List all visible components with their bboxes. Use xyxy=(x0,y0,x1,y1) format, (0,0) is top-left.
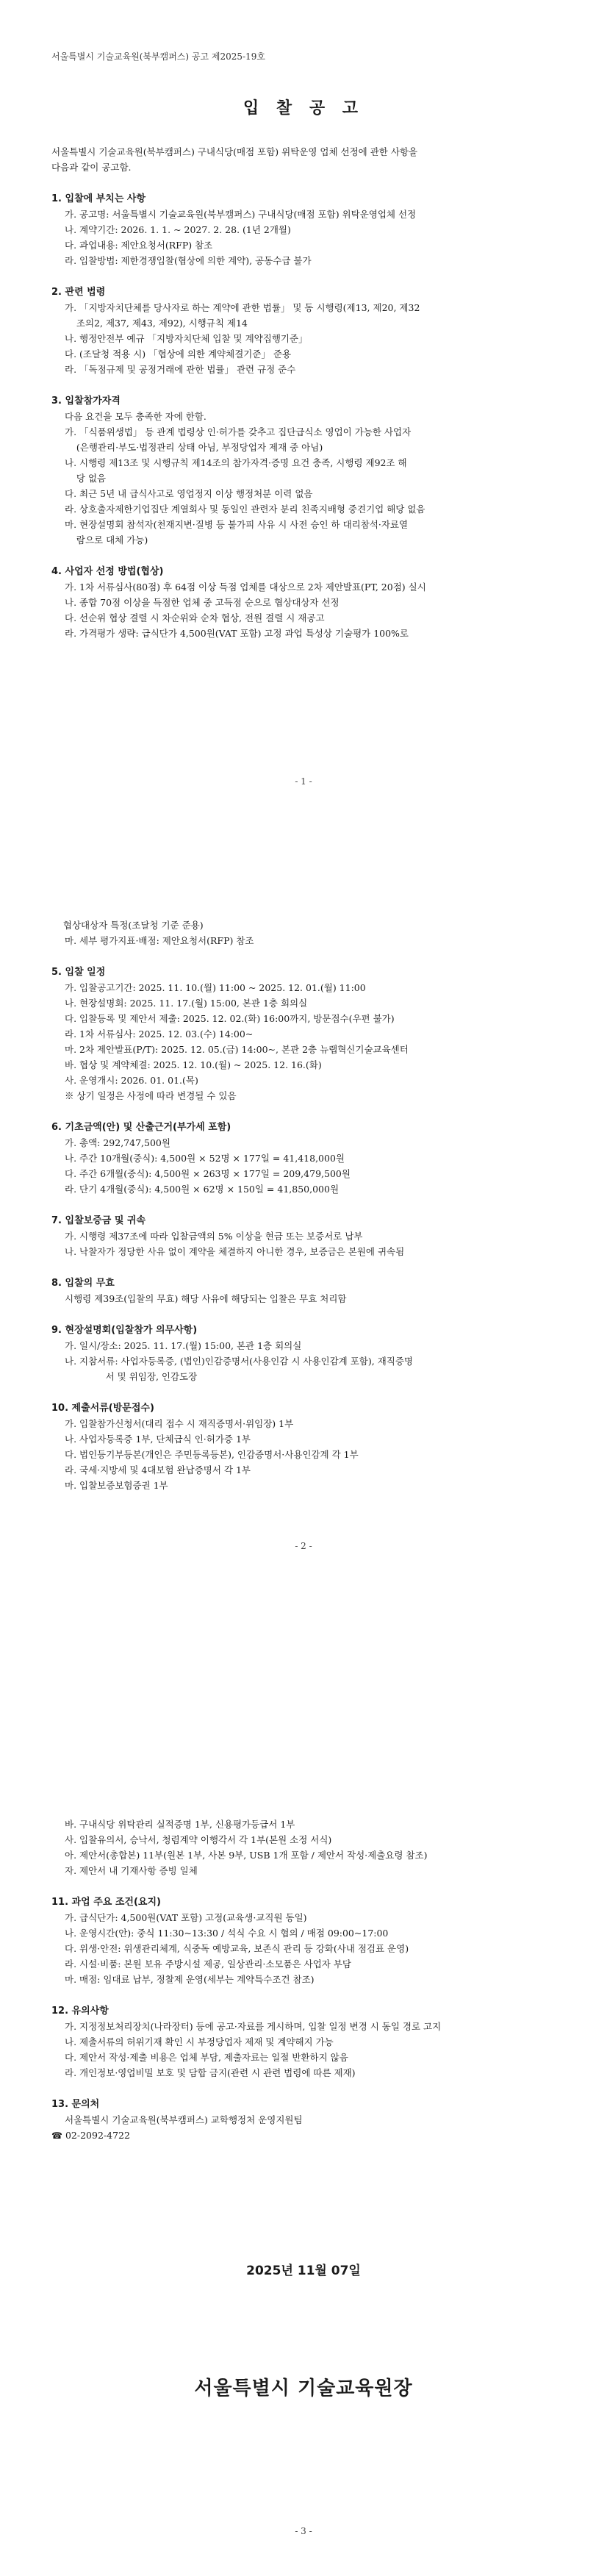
section-line: 바. 협상 및 계약체결: 2025. 12. 10.(월) ~ 2025. 12. 16.(화) xyxy=(65,1059,322,1070)
section-line: 사. 운영개시: 2026. 01. 01.(목) xyxy=(65,1075,198,1086)
section-line: 나. 시행령 제13조 및 시행규칙 제14조의 참가자격·증명 요건 충족, 시행령 제92조 해 xyxy=(65,457,407,468)
section-heading: 9. 현장설명회(입찰참가 의무사항) xyxy=(51,1325,198,1336)
section-line: 다. 위생·안전: 위생관리체계, 식중독 예방교육, 보존식 관리 등 강화(사내 점검표 운영) xyxy=(65,1943,409,1954)
section xyxy=(51,393,558,548)
page-2 xyxy=(0,859,607,1717)
intro-line: 다음과 같이 공고함. xyxy=(51,162,132,173)
section-heading: 4. 사업자 선정 방법(협상) xyxy=(51,566,164,577)
section-line: 가. 지정정보처리장치(나라장터) 등에 공고·자료를 게시하며, 입찰 일정 변경 시 동일 경로 고지 xyxy=(65,2021,442,2032)
section-line: 가. 1차 서류심사(80점) 후 64점 이상 득점 업체를 대상으로 2차 제안발표(PT, 20점) 실시 xyxy=(65,582,426,593)
page-3-body xyxy=(51,1817,558,2144)
section xyxy=(51,1120,558,1197)
page-number: - 1 - xyxy=(295,776,312,787)
section-line: 마. 2차 제안발표(P/T): 2025. 12. 05.(금) 14:00~, 본관 2층 뉴랩혁신기술교육센터 xyxy=(65,1044,409,1055)
section-heading: 1. 입찰에 부치는 사항 xyxy=(51,193,146,204)
section-line: 가. 급식단가: 4,500원(VAT 포함) 고정(교육생·교직원 동일) xyxy=(65,1912,307,1923)
notice-date: 2025년 11월 07일 xyxy=(246,2264,361,2278)
section xyxy=(51,2003,558,2081)
section-line: 마. 매점: 임대료 납부, 정찰제 운영(세부는 계약특수조건 참조) xyxy=(65,1974,315,1985)
section xyxy=(51,2097,558,2128)
section-line: 나. 종합 70점 이상을 득점한 업체 중 고득점 순으로 협상대상자 선정 xyxy=(65,597,340,608)
section-line: 나. 사업자등록증 1부, 단체급식 인·허가증 1부 xyxy=(65,1434,251,1445)
section-line: 당 없음 xyxy=(65,473,107,484)
section-heading: 2. 관련 법령 xyxy=(51,287,106,298)
section-line: 다. 주간 6개월(중식): 4,500원 × 263명 × 177일 = 209,479,500원 xyxy=(65,1168,351,1179)
section-line: 다. 제안서 작성·제출 비용은 업체 부담, 제출자료는 일절 반환하지 않음 xyxy=(65,2052,348,2063)
section-line: 다. 과업내용: 제안요청서(RFP) 참조 xyxy=(65,240,213,251)
section-line: 가. 공고명: 서울특별시 기술교육원(북부캠퍼스) 구내식당(매점 포함) 위탁운영업체 선정 xyxy=(65,209,417,220)
continued-line: 사. 입찰유의서, 승낙서, 청렴계약 이행각서 각 1부(본원 소정 서식) xyxy=(65,1834,332,1845)
continued-line: 아. 제안서(총합본) 11부(원본 1부, 사본 9부, USB 1개 포함 / 제안서 작성·제출요령 참조) xyxy=(65,1850,428,1861)
sections-page-3 xyxy=(51,1895,558,2128)
section-line: 가. 시행령 제37조에 따라 입찰금액의 5% 이상을 현금 또는 보증서로 납부 xyxy=(65,1231,363,1242)
section-heading: 13. 문의처 xyxy=(51,2099,100,2110)
section-line: 라. 상호출자제한기업집단 계열회사 및 동일인 관련자 분리 친족지배형 중견기업 해당 없음 xyxy=(65,504,425,515)
section xyxy=(51,965,558,1103)
continued-line: 협상대상자 특정(조달청 기준 준용) xyxy=(51,920,204,931)
section-heading: 6. 기초금액(안) 및 산출근거(부가세 포함) xyxy=(51,1122,231,1133)
section-line: 라. 시설·비품: 본원 보유 주방시설 제공, 일상관리·소모품은 사업자 부담 xyxy=(65,1958,351,1969)
continued-line: 자. 제안서 내 기재사항 증빙 일체 xyxy=(65,1865,198,1876)
section-line: 라. 1차 서류심사: 2025. 12. 03.(수) 14:00~ xyxy=(65,1028,254,1040)
page-1 xyxy=(0,0,607,858)
section xyxy=(51,1400,558,1493)
section-line: 가. 「식품위생법」 등 관계 법령상 인·허가를 갖추고 집단급식소 영업이 가능한 사업자 xyxy=(65,426,412,437)
section-line: 마. 현장설명회 참석자(천재지변·질병 등 불가피 사유 시 사전 승인 하 대리참석·자료열 xyxy=(65,519,409,530)
section-line: 서 및 위임장, 인감도장 xyxy=(65,1371,198,1382)
section xyxy=(51,564,558,641)
section-line: 나. 주간 10개월(중식): 4,500원 × 52명 × 177일 = 41,418,000원 xyxy=(65,1153,345,1164)
section-line: 나. 낙찰자가 정당한 사유 없이 계약을 체결하지 아니한 경우, 보증금은 본원에 귀속됨 xyxy=(65,1246,405,1257)
section-line: ※ 상기 일정은 사정에 따라 변경될 수 있음 xyxy=(65,1090,237,1101)
section-heading: 10. 제출서류(방문접수) xyxy=(51,1403,154,1414)
section-line: 다. 입찰등록 및 제안서 제출: 2025. 12. 02.(화) 16:00까지, 방문접수(우편 불가) xyxy=(65,1013,395,1024)
section-heading: 7. 입찰보증금 및 귀속 xyxy=(51,1215,146,1226)
section-line: 가. 「지방자치단체를 당사자로 하는 계약에 관한 법률」 및 동 시행령(제13, 제20, 제32 xyxy=(65,302,420,313)
section-line: 라. 국세·지방세 및 4대보험 완납증명서 각 1부 xyxy=(65,1464,251,1475)
section-line: 나. 현장설명회: 2025. 11. 17.(월) 15:00, 본관 1층 회의실 xyxy=(65,998,308,1009)
section-heading: 11. 과업 주요 조건(요지) xyxy=(51,1897,161,1908)
section-line: 나. 지참서류: 사업자등록증, (법인)인감증명서(사용인감 시 사용인감계 포함), 재직증명 xyxy=(65,1356,414,1367)
section-line: 다. 법인등기부등본(개인은 주민등록등본), 인감증명서·사용인감계 각 1부 xyxy=(65,1449,359,1460)
notice-header: 서울특별시 기술교육원(북부캠퍼스) 공고 제2025-19호 xyxy=(51,51,265,62)
page-3 xyxy=(0,1717,607,2576)
section xyxy=(51,1276,558,1306)
section xyxy=(51,1895,558,1987)
section-line: 가. 입찰공고기간: 2025. 11. 10.(월) 11:00 ~ 2025. 12. 01.(월) 11:00 xyxy=(65,982,366,993)
section-line: 라. 「독점규제 및 공정거래에 관한 법률」 관련 규정 준수 xyxy=(65,364,296,375)
section-line: 나. 행정안전부 예규 「지방자치단체 입찰 및 계약집행기준」 xyxy=(65,333,308,344)
phone-icon: ☎ xyxy=(51,2130,62,2141)
section xyxy=(51,191,558,268)
section xyxy=(51,285,558,377)
contact-phone: 02-2092-4722 xyxy=(65,2130,130,2141)
section-heading: 5. 입찰 일정 xyxy=(51,967,106,978)
section-line: 다. 선순위 협상 결렬 시 차순위와 순차 협상, 전원 결렬 시 재공고 xyxy=(65,612,325,623)
section-heading: 12. 유의사항 xyxy=(51,2006,109,2017)
page-number: - 2 - xyxy=(295,1541,312,1551)
continued-line: 바. 구내식당 위탁관리 실적증명 1부, 신용평가등급서 1부 xyxy=(65,1819,295,1830)
section-heading: 8. 입찰의 무효 xyxy=(51,1278,115,1289)
section-line: 다. 최근 5년 내 급식사고로 영업정지 이상 행정처분 이력 없음 xyxy=(65,488,313,499)
continued-line: 마. 세부 평가지표·배점: 제안요청서(RFP) 참조 xyxy=(65,935,254,946)
section-line: 서울특별시 기술교육원(북부캠퍼스) 교학행정처 운영지원팀 xyxy=(65,2114,303,2125)
section-line: 가. 일시/장소: 2025. 11. 17.(월) 15:00, 본관 1층 회의실 xyxy=(65,1340,302,1351)
section-line: (은행관리·부도·법정관리 상태 아님, 부정당업자 제재 중 아님) xyxy=(65,442,323,453)
section xyxy=(51,1323,558,1384)
sections-page-2 xyxy=(51,965,558,1493)
section-line: 마. 입찰보증보험증권 1부 xyxy=(65,1480,168,1491)
issuer-signature: 서울특별시 기술교육원장 xyxy=(194,2378,413,2400)
page-number: - 3 - xyxy=(295,2526,312,2536)
section-line: 라. 입찰방법: 제한경쟁입찰(협상에 의한 계약), 공동수급 불가 xyxy=(65,255,312,266)
section-line: 라. 가격평가 생략: 급식단가 4,500원(VAT 포함) 고정 과업 특성상 기술평가 100%로 xyxy=(65,628,409,639)
section-line: 나. 운영시간(안): 중식 11:30~13:30 / 석식 수요 시 협의 / 매점 09:00~17:00 xyxy=(65,1928,389,1939)
section-line: 가. 총액: 292,747,500원 xyxy=(65,1137,170,1148)
page-1-body xyxy=(51,144,558,641)
section xyxy=(51,1213,558,1259)
section-heading: 3. 입찰참가자격 xyxy=(51,396,121,407)
contact-phone-row xyxy=(51,2128,558,2144)
section-line: 라. 개인정보·영업비밀 보호 및 담합 금지(관련 시 관련 법령에 따른 제재) xyxy=(65,2067,356,2078)
intro-line: 서울특별시 기술교육원(북부캠퍼스) 구내식당(매점 포함) 위탁운영 업체 선정에 관한 사항을 xyxy=(51,146,418,157)
page-2-body xyxy=(51,917,558,1493)
section-line: 다. (조달청 적용 시) 「협상에 의한 계약체결기준」 준용 xyxy=(65,348,292,359)
section-line: 가. 입찰참가신청서(대리 접수 시 재직증명서·위임장) 1부 xyxy=(65,1418,294,1429)
section-line: 조의2, 제37, 제43, 제92), 시행규칙 제14 xyxy=(65,318,248,329)
section-line: 나. 제출서류의 허위기재 확인 시 부정당업자 제재 및 계약해지 가능 xyxy=(65,2036,334,2047)
sections-page-1 xyxy=(51,191,558,641)
page-title: 입 찰 공 고 xyxy=(243,99,364,118)
intro xyxy=(51,144,558,175)
section-line: 시행령 제39조(입찰의 무효) 해당 사유에 해당되는 입찰은 무효 처리함 xyxy=(65,1293,347,1304)
section-line: 나. 계약기간: 2026. 1. 1. ~ 2027. 2. 28. (1년 2개월) xyxy=(65,224,291,235)
section-line: 라. 단기 4개월(중식): 4,500원 × 62명 × 150일 = 41,850,000원 xyxy=(65,1184,340,1195)
section-line: 다음 요건을 모두 충족한 자에 한함. xyxy=(65,411,206,422)
section-line: 람으로 대체 가능) xyxy=(65,534,148,545)
